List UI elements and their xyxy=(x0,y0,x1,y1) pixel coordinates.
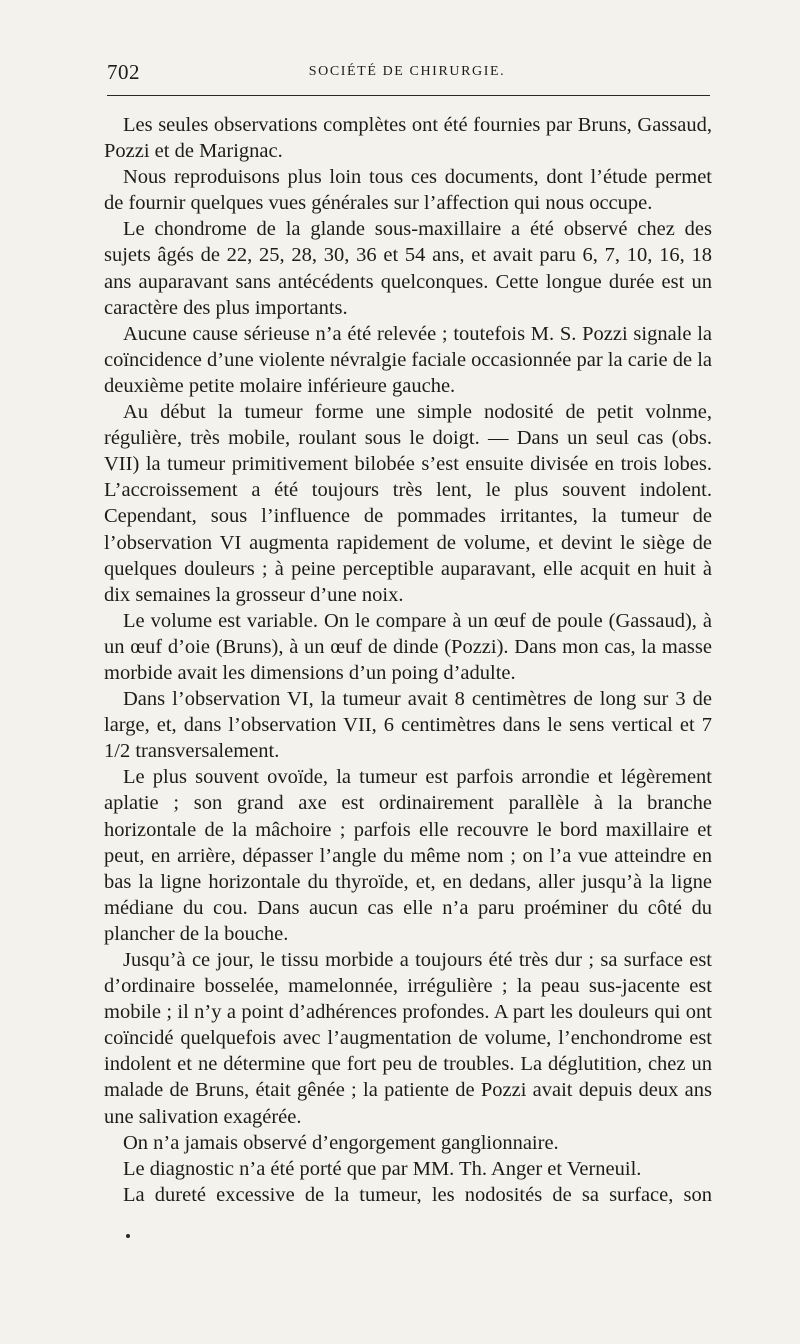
paragraph: Les seules observations complètes ont été fournies par Bruns, Gassaud, Pozzi et de Marignac. xyxy=(104,114,712,163)
paragraph: Dans l’observation VI, la tumeur avait 8 centimètres de long sur 3 de large, et, dans l’observation VII, 6 centimètres dans le sens vertical et 7 1/2 transversalement. xyxy=(104,688,712,763)
paragraph: On n’a jamais observé d’engorgement ganglionnaire. xyxy=(123,1131,559,1154)
body-text xyxy=(104,112,712,1208)
page-header xyxy=(107,60,707,90)
paragraph: Nous reproduisons plus loin tous ces documents, dont l’étude permet de fournir quelques vues générales sur l’affection qui nous occupe. xyxy=(104,166,712,215)
paragraph: Au début la tumeur forme une simple nodosité de petit volnme, régulière, très mobile, roulant sous le doigt. — Dans un seul cas (obs. VII) la tumeur primitivement bilobée s’est ensuite divisée en trois lobes. L’accroissement a été toujours très lent, le plus souvent indolent. Cependant, sous l’influence de pommades irritantes, la tumeur de l’observation VI augmenta rapidement de volume, et devint le siège de quelques douleurs ; à peine perceptible auparavant, elle acquit en huit à dix semaines la grosseur d’une noix. xyxy=(104,401,712,606)
paragraph: La dureté excessive de la tumeur, les nodosités de sa surface, son xyxy=(123,1183,712,1206)
paragraph: Le plus souvent ovoïde, la tumeur est parfois arrondie et légèrement aplatie ; son grand axe est ordinairement parallèle à la branche horizontale de la mâchoire ; parfois elle recouvre le bord maxillaire et peut, en arrière, dépasser l’angle du même nom ; on l’a vue atteindre en bas la ligne horizontale du thyroïde, et, en dedans, aller jusqu’à la ligne médiane du cou. Dans aucun cas elle n’a paru proéminer du côté du plancher de la bouche. xyxy=(104,766,712,945)
page-number: 702 xyxy=(107,60,140,84)
paragraph: Le chondrome de la glande sous-maxillaire a été observé chez des sujets âgés de 22, 25, 28, 30, 36 et 54 ans, et avait paru 6, 7, 10, 16, 18 ans auparavant sans antécédents quelconques. Cette longue durée est un caractère des plus importants. xyxy=(104,218,712,319)
header-rule xyxy=(107,95,710,96)
running-head: SOCIÉTÉ DE CHIRURGIE. xyxy=(308,64,506,79)
paragraph: Le volume est variable. On le compare à un œuf de poule (Gassaud), à un œuf d’oie (Bruns), à un œuf de dinde (Pozzi). Dans mon cas, la masse morbide avait les dimensions d’un poing d’adulte. xyxy=(104,609,712,684)
paragraph: Aucune cause sérieuse n’a été relevée ; toutefois M. S. Pozzi signale la coïncidence d’une violente névralgie faciale occasionnée par la carie de la deuxième petite molaire inférieure gauche. xyxy=(104,322,712,397)
paragraph: Le diagnostic n’a été porté que par MM. Th. Anger et Verneuil. xyxy=(123,1157,642,1180)
paragraph: Jusqu’à ce jour, le tissu morbide a toujours été très dur ; sa surface est d’ordinaire bosselée, mamelonnée, irrégulière ; la peau sus-jacente est mobile ; il n’y a point d’adhérences profondes. A part les douleurs qui ont coïncidé quelquefois avec l’augmentation de volume, l’enchondrome est indolent et ne détermine que fort peu de troubles. La déglutition, chez un malade de Bruns, était gênée ; la patiente de Pozzi avait depuis deux ans une salivation exagérée. xyxy=(104,949,712,1128)
ink-dot xyxy=(126,1234,130,1238)
